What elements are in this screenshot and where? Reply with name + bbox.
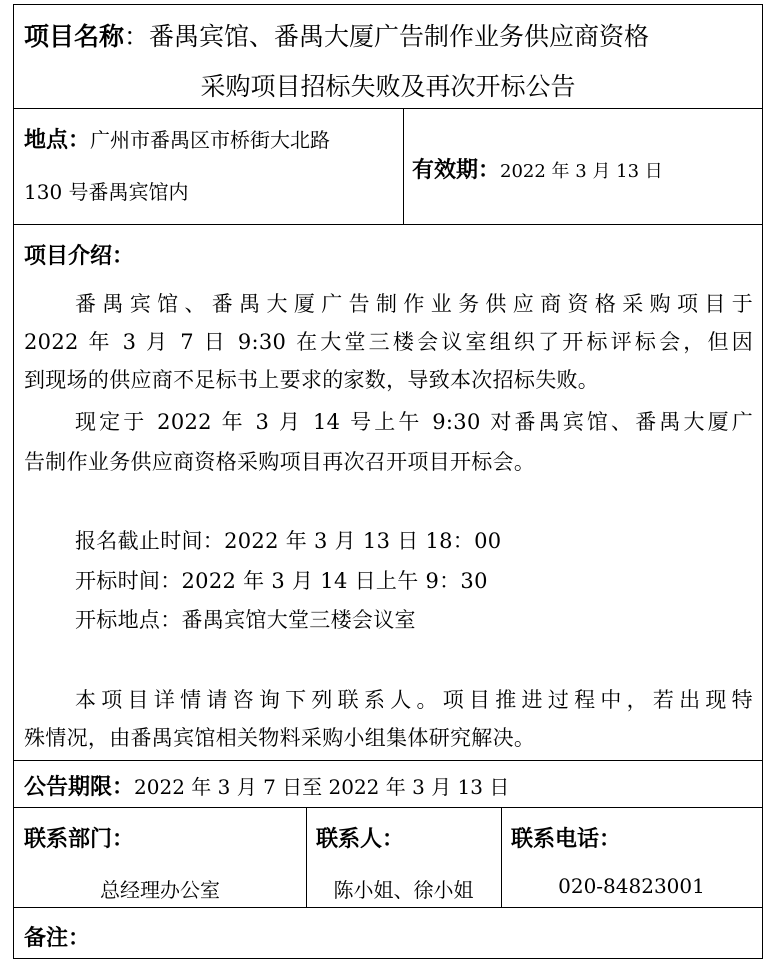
title-text-1: 番禺宾馆、番禺大厦广告制作业务供应商资格	[149, 22, 650, 51]
title-row	[14, 5, 762, 109]
intro-label: 项目介绍：	[24, 244, 135, 269]
location-row	[14, 109, 762, 225]
intro-row	[14, 225, 762, 761]
intro-p1-line2: 2022 年 3 月 7 日 9:30 在大堂三楼会议室组织了开标评标会，但因	[24, 330, 753, 354]
notice-period-row	[14, 761, 762, 808]
contact-row	[14, 808, 762, 908]
contact-dept-value: 总经理办公室	[100, 878, 220, 902]
intro-p1-line1: 番禺宾馆、番禺大厦广告制作业务供应商资格采购项目于	[75, 292, 753, 316]
remarks-row	[14, 908, 762, 960]
contact-person-label: 联系人：	[316, 827, 405, 852]
notice-document	[13, 4, 763, 959]
intro-deadline: 报名截止时间：2022 年 3 月 13 日 18：00	[75, 529, 502, 553]
intro-p3-line1: 本项目详情请咨询下列联系人。项目推进过程中，若出现特	[75, 688, 753, 712]
intro-p2-line2: 告制作业务供应商资格采购项目再次召开项目开标会。	[24, 450, 536, 474]
contact-phone-label: 联系电话：	[511, 827, 622, 852]
intro-p2-line1: 现定于 2022 年 3 月 14 号上午 9:30 对番禺宾馆、番禺大厦广	[75, 410, 753, 434]
title-label: 项目名称	[24, 22, 125, 51]
location-value-1: 广州市番禺区市桥街大北路	[90, 128, 331, 152]
notice-period	[24, 770, 509, 801]
title-line-1	[24, 17, 649, 53]
location-label: 地点：	[24, 128, 91, 153]
intro-p3-line2: 殊情况，由番禺宾馆相关物料采购小组集体研究解决。	[24, 726, 536, 750]
location-line-1	[24, 123, 330, 154]
title-colon: ：	[124, 22, 150, 51]
validity-label: 有效期：	[412, 158, 501, 183]
contact-person-value: 陈小姐、徐小姐	[333, 878, 474, 902]
contact-dept-label: 联系部门：	[24, 827, 135, 852]
intro-open-time: 开标时间：2022 年 3 月 14 日上午 9：30	[75, 569, 488, 593]
title-line-2: 采购项目招标失败及再次开标公告	[200, 72, 576, 101]
intro-p1-line3: 到现场的供应商不足标书上要求的家数，导致本次招标失败。	[24, 368, 600, 392]
location-value-2: 130 号番禺宾馆内	[24, 180, 189, 204]
remarks-label: 备注：	[24, 926, 91, 951]
notice-period-value: 2022 年 3 月 7 日至 2022 年 3 月 13 日	[134, 775, 510, 799]
location-divider	[403, 109, 404, 224]
validity-value: 2022 年 3 月 13 日	[500, 161, 663, 182]
notice-period-label: 公告期限：	[24, 775, 135, 800]
validity	[412, 153, 663, 184]
contact-phone-value: 020-84823001	[558, 874, 705, 898]
intro-open-place: 开标地点：番禺宾馆大堂三楼会议室	[75, 608, 416, 632]
